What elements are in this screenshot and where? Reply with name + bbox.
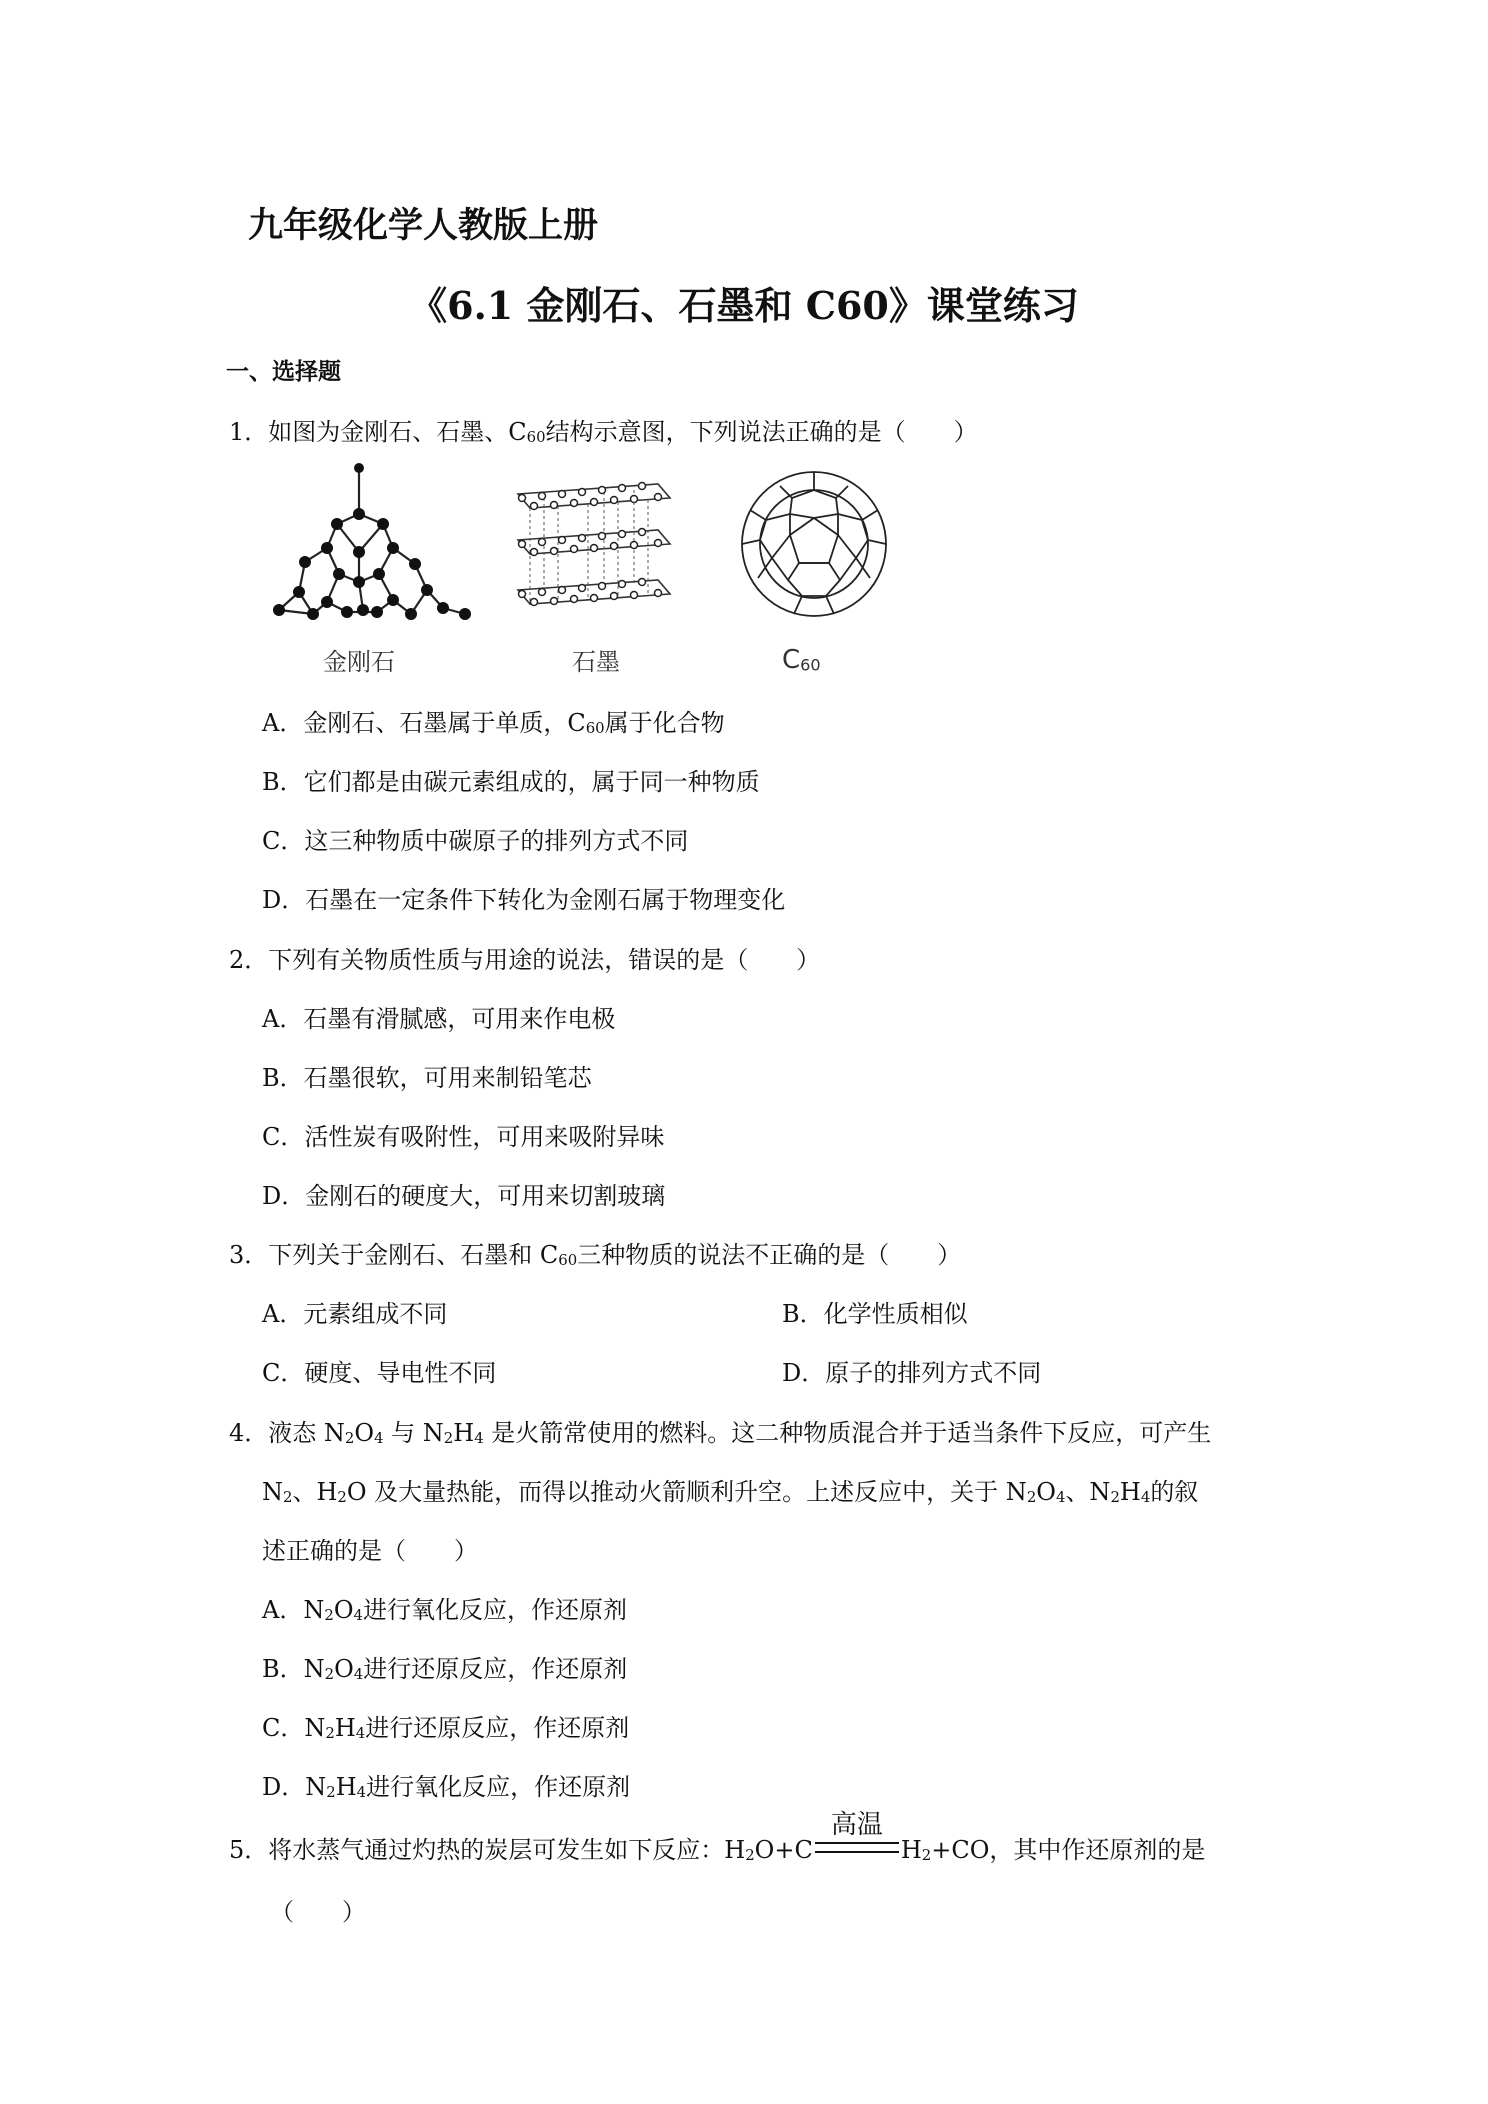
- diamond-caption: 金刚石: [323, 648, 395, 676]
- page-subtitle: 《6.1 金刚石、石墨和 C60》课堂练习: [409, 283, 1079, 328]
- question-4-option-b[interactable]: B．$N_2O_4$进行还原反应，作还原剂: [262, 1655, 628, 1684]
- diamond-structure-figure: [265, 462, 480, 632]
- question-4-stem-line-3: 述正确的是（ ）: [262, 1537, 478, 1565]
- question-3-option-b[interactable]: B．化学性质相似: [782, 1300, 968, 1328]
- question-5-answer-paren: （ ）: [270, 1898, 366, 1926]
- question-3-stem: 3．下列关于金刚石、石墨和 $C_{60}$三种物质的说法不正确的是（ ）: [229, 1241, 962, 1270]
- question-1-option-a[interactable]: A．金刚石、石墨属于单质，$C_{60}$属于化合物: [262, 709, 725, 738]
- question-4-option-c[interactable]: C．$N_2H_4$进行还原反应，作还原剂: [262, 1714, 630, 1743]
- question-4-stem-line-2: $N_2$、$H_2O$ 及大量热能，而得以推动火箭顺利升空。上述反应中，关于 $N_2O_4$、$N_2H_4$的叙: [262, 1478, 1199, 1507]
- question-2-option-d[interactable]: D．金刚石的硬度大，可用来切割玻璃: [262, 1182, 666, 1210]
- question-3-option-a[interactable]: A．元素组成不同: [262, 1300, 448, 1328]
- c60-caption: $C_{60}$: [782, 645, 821, 675]
- question-5-stem: 5．将水蒸气通过灼热的炭层可发生如下反应：$H_2O+C$ 高温 $H_2+CO$，其中作还原剂的是: [229, 1830, 1205, 1865]
- question-2-option-b[interactable]: B．石墨很软，可用来制铅笔芯: [262, 1064, 592, 1092]
- question-4-option-a[interactable]: A．$N_2O_4$进行氧化反应，作还原剂: [262, 1596, 627, 1625]
- graphite-structure-figure: [508, 480, 678, 630]
- question-1-option-b[interactable]: B．它们都是由碳元素组成的，属于同一种物质: [262, 768, 760, 796]
- c60-structure-figure: [738, 468, 890, 620]
- reaction-condition-label: 高温: [830, 1810, 883, 1840]
- question-3-option-d[interactable]: D．原子的排列方式不同: [782, 1359, 1042, 1387]
- question-1-stem: 1．如图为金刚石、石墨、$C_{60}$结构示意图，下列说法正确的是（ ）: [229, 418, 978, 447]
- page-title: 九年级化学人教版上册: [248, 206, 599, 246]
- graphite-caption: 石墨: [572, 648, 620, 676]
- question-2-option-c[interactable]: C．活性炭有吸附性，可用来吸附异味: [262, 1123, 665, 1151]
- question-4-option-d[interactable]: D．$N_2H_4$进行氧化反应，作还原剂: [262, 1773, 631, 1802]
- question-3-option-c[interactable]: C．硬度、导电性不同: [262, 1359, 497, 1387]
- question-1-option-c[interactable]: C．这三种物质中碳原子的排列方式不同: [262, 827, 689, 855]
- section-heading: 一、选择题: [226, 359, 341, 385]
- question-1-option-d[interactable]: D．石墨在一定条件下转化为金刚石属于物理变化: [262, 886, 786, 914]
- reaction-condition-equals: [815, 1810, 899, 1858]
- question-2-stem: 2．下列有关物质性质与用途的说法，错误的是（ ）: [229, 946, 821, 974]
- question-2-option-a[interactable]: A．石墨有滑腻感，可用来作电极: [262, 1005, 616, 1033]
- question-4-stem-line-1: 4．液态 $N_2O_4$ 与 $N_2H_4$ 是火箭常使用的燃料。这二种物质混合并于适当条件下反应，可产生: [229, 1419, 1212, 1448]
